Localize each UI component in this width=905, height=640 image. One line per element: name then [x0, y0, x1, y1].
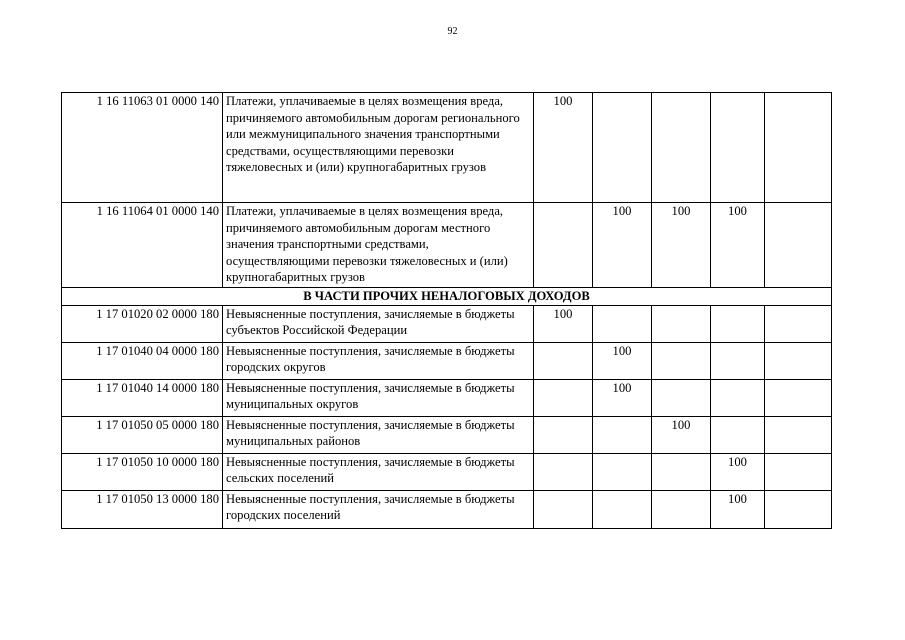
table-row [62, 203, 832, 288]
revenue-description-cell: Невыясненные поступления, зачисляемые в бюджеты сельских поселений [223, 453, 534, 490]
table-row [62, 490, 832, 528]
revenue-description-cell: Невыясненные поступления, зачисляемые в бюджеты муниципальных округов [223, 379, 534, 416]
budget-code-cell: 1 16 11063 01 0000 140 [62, 93, 223, 203]
table-row [62, 305, 832, 342]
share-value-cell-3 [652, 490, 711, 528]
revenue-description-cell: Невыясненные поступления, зачисляемые в бюджеты субъектов Российской Федерации [223, 305, 534, 342]
share-value-cell-3 [652, 93, 711, 203]
table-body-part2 [62, 305, 832, 528]
budget-code-cell: 1 17 01040 14 0000 180 [62, 379, 223, 416]
share-value-cell-2 [593, 93, 652, 203]
share-value-cell-1 [534, 416, 593, 453]
share-value-cell-5 [765, 203, 832, 288]
page-number: 92 [447, 26, 458, 37]
share-value-cell-2: 100 [593, 203, 652, 288]
budget-distribution-table [61, 92, 832, 529]
share-value-cell-2 [593, 490, 652, 528]
revenue-description-cell: Платежи, уплачиваемые в целях возмещения вреда, причиняемого автомобильным дорогам местного значения транспортными средствами, осуществляющими перевозки тяжеловесных и (или) крупногабаритных грузов [223, 203, 534, 288]
share-value-cell-1 [534, 490, 593, 528]
share-value-cell-4: 100 [711, 490, 765, 528]
share-value-cell-5 [765, 453, 832, 490]
share-value-cell-1 [534, 379, 593, 416]
share-value-cell-2 [593, 305, 652, 342]
revenue-description-cell: Невыясненные поступления, зачисляемые в бюджеты городских округов [223, 342, 534, 379]
table-row [62, 379, 832, 416]
share-value-cell-1 [534, 453, 593, 490]
revenue-description-cell: Платежи, уплачиваемые в целях возмещения вреда, причиняемого автомобильным дорогам регионального или межмуниципального значения транспортными средствами, осуществляющими перевозки тяжеловесных и (или) крупногабаритных грузов [223, 93, 534, 203]
share-value-cell-4 [711, 379, 765, 416]
share-value-cell-3 [652, 342, 711, 379]
share-value-cell-3 [652, 305, 711, 342]
section-heading-row [62, 288, 832, 306]
budget-code-cell: 1 17 01040 04 0000 180 [62, 342, 223, 379]
table-row [62, 342, 832, 379]
share-value-cell-4 [711, 93, 765, 203]
share-value-cell-4: 100 [711, 453, 765, 490]
share-value-cell-5 [765, 416, 832, 453]
share-value-cell-3 [652, 453, 711, 490]
share-value-cell-3 [652, 379, 711, 416]
share-value-cell-5 [765, 379, 832, 416]
share-value-cell-5 [765, 93, 832, 203]
share-value-cell-4 [711, 305, 765, 342]
section-heading-row-group [62, 288, 832, 306]
share-value-cell-1: 100 [534, 305, 593, 342]
share-value-cell-4: 100 [711, 203, 765, 288]
share-value-cell-2 [593, 453, 652, 490]
share-value-cell-4 [711, 416, 765, 453]
share-value-cell-3: 100 [652, 203, 711, 288]
budget-code-cell: 1 17 01050 13 0000 180 [62, 490, 223, 528]
revenue-description-cell: Невыясненные поступления, зачисляемые в бюджеты городских поселений [223, 490, 534, 528]
budget-code-cell: 1 16 11064 01 0000 140 [62, 203, 223, 288]
share-value-cell-2: 100 [593, 342, 652, 379]
share-value-cell-5 [765, 342, 832, 379]
share-value-cell-2 [593, 416, 652, 453]
share-value-cell-1: 100 [534, 93, 593, 203]
table-row [62, 453, 832, 490]
share-value-cell-5 [765, 305, 832, 342]
share-value-cell-5 [765, 490, 832, 528]
budget-code-cell: 1 17 01050 10 0000 180 [62, 453, 223, 490]
share-value-cell-3: 100 [652, 416, 711, 453]
share-value-cell-2: 100 [593, 379, 652, 416]
share-value-cell-4 [711, 342, 765, 379]
table-body-part1 [62, 93, 832, 288]
budget-code-cell: 1 17 01020 02 0000 180 [62, 305, 223, 342]
share-value-cell-1 [534, 203, 593, 288]
section-heading: В ЧАСТИ ПРОЧИХ НЕНАЛОГОВЫХ ДОХОДОВ [62, 288, 832, 306]
share-value-cell-1 [534, 342, 593, 379]
revenue-description-cell: Невыясненные поступления, зачисляемые в бюджеты муниципальных районов [223, 416, 534, 453]
table-row [62, 416, 832, 453]
table-row [62, 93, 832, 203]
budget-code-cell: 1 17 01050 05 0000 180 [62, 416, 223, 453]
